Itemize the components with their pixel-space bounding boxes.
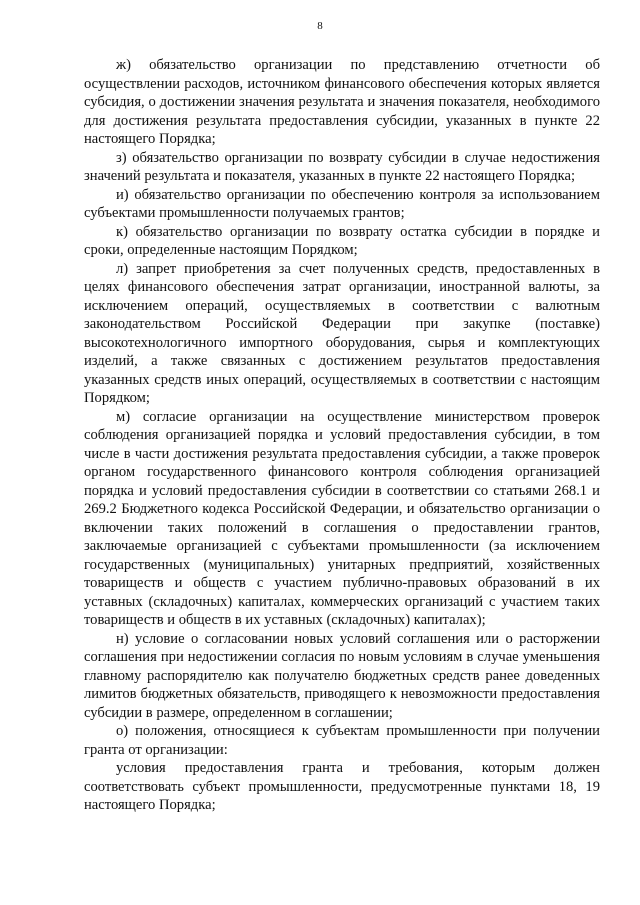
paragraph-k: к) обязательство организации по возврату остатка субсидии в порядке и сроки, определенные настоящим Порядком; — [84, 223, 600, 258]
paragraph-n: н) условие о согласовании новых условий соглашения или о расторжении соглашения при недостижении согласия по новым условиям в случае уменьшения главному распорядителю как получателю бюджетных средств ранее доведенных лимитов бюджетных обязательств, приводящего к невозможности предоставления субсидии в размере, определенном в соглашении; — [84, 630, 600, 721]
paragraph-z: з) обязательство организации по возврату субсидии в случае недостижения значений результата и показателя, указанных в пункте 22 настоящего Порядка; — [84, 149, 600, 184]
paragraph-grant-conditions: условия предоставления гранта и требования, которым должен соответствовать субъект промышленности, предусмотренные пунктами 18, 19 настоящего Порядка; — [84, 760, 600, 813]
document-body — [84, 56, 600, 815]
page-number: 8 — [317, 20, 323, 32]
paragraph-i: и) обязательство организации по обеспечению контроля за использованием субъектами промышленности получаемых грантов; — [84, 186, 600, 221]
paragraph-l: л) запрет приобретения за счет полученных средств, предоставленных в целях финансового обеспечения затрат организации, иностранной валюты, за исключением операций, осуществляемых в соответствии с валютным законодательством Российской Федерации при закупке (поставке) высокотехнологичного импортного оборудования, сырья и комплектующих изделий, а также связанных с достижением результатов предоставления указанных средств иных операций, осуществляемых в соответствии с настоящим Порядком; — [84, 260, 600, 406]
paragraph-m: м) согласие организации на осуществление министерством проверок соблюдения организацией порядка и условий предоставления субсидии, в том числе в части достижения результата предоставления субсидии, а также проверок органом государственного финансового контроля соблюдения организацией порядка и условий предоставления субсидии в соответствии со статьями 268.1 и 269.2 Бюджетного кодекса Российской Федерации, и обязательство организации о включении таких положений в соглашения о предоставлении грантов, заключаемые организацией с субъектами промышленности (за исключением государственных (муниципальных) унитарных предприятий, хозяйственных товариществ и обществ с участием публично-правовых образований в их уставных (складочных) капиталах, коммерческих организаций с участием таких товариществ и обществ в их уставных (складочных) капиталах); — [84, 408, 600, 628]
paragraph-o: о) положения, относящиеся к субъектам промышленности при получении гранта от организации: — [84, 723, 600, 758]
paragraph-zh: ж) обязательство организации по представлению отчетности об осуществлении расходов, источником финансового обеспечения которых является субсидия, о достижении значения результата и значения показателя, необходимого для достижения результата предоставления субсидии, указанных в пункте 22 настоящего Порядка; — [84, 57, 600, 147]
